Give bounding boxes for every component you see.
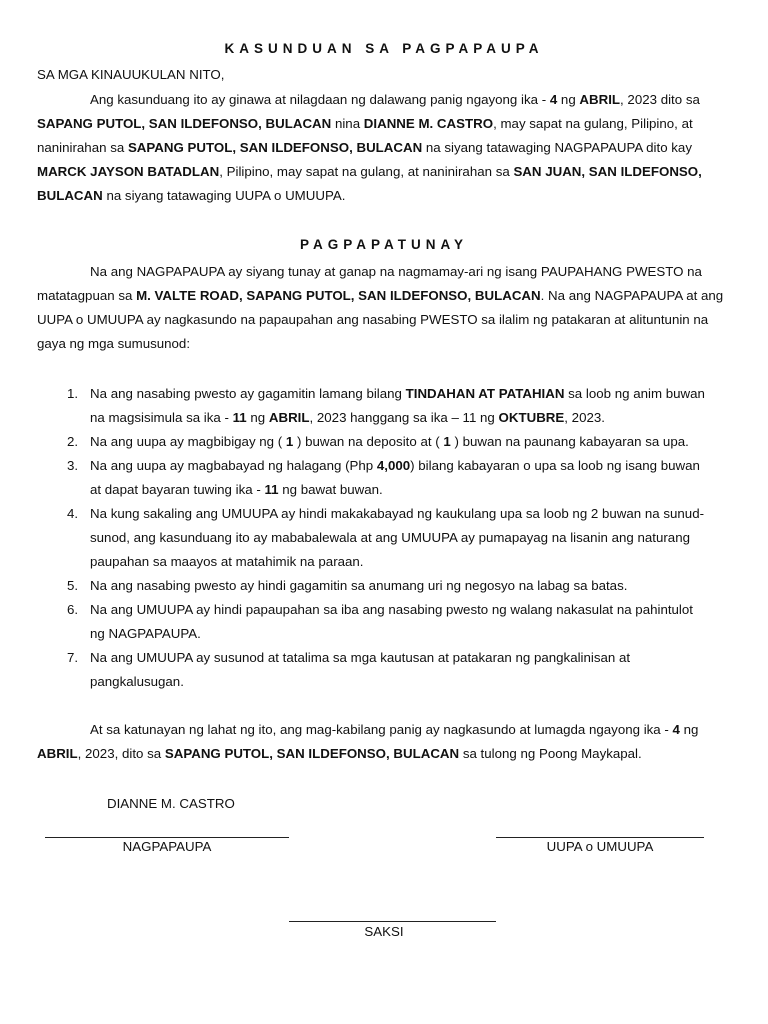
- item-number: 2.: [67, 434, 79, 449]
- witness-signature-line: [289, 921, 496, 922]
- lessor-name: DIANNE M. CASTRO: [107, 796, 235, 811]
- item-text: Na ang nasabing pwesto ay hindi gagamitin sa anumang uri ng negosyo na labag sa batas.: [90, 578, 628, 593]
- item-text: at dapat bayaran tuwing ika - 11 ng bawat buwan.: [90, 482, 383, 497]
- para2-line-2: matatagpuan sa M. VALTE ROAD, SAPANG PUTOL, SAN ILDEFONSO, BULACAN. Na ang NAGPAPAUPA at ang: [37, 288, 724, 303]
- lessor-signature-line: [45, 837, 289, 838]
- item-text: sunod, ang kasunduang ito ay mababalewala at ang UMUUPA ay pumapayag na lisanin ang naturang: [90, 530, 690, 545]
- para2-line-3: UUPA o UMUUPA ay nagkasundo na papaupahan ang nasabing PWESTO sa ilalim ng patakaran at alituntunin na: [37, 312, 709, 327]
- item-text: Na ang UMUUPA ay susunod at tatalima sa mga kautusan at patakaran ng pangkalinisan at: [90, 650, 631, 665]
- intro-line-1: Ang kasunduang ito ay ginawa at nilagdaan ng dalawang panig ngayong ika - 4 ng ABRIL, 2023 dito sa: [90, 92, 700, 107]
- item-text: Na ang UMUUPA ay hindi papaupahan sa iba ang nasabing pwesto ng walang nakasulat na pahintulot: [90, 602, 693, 617]
- section-title: PAGPAPATUNAY: [299, 237, 468, 252]
- item-text: paupahan sa maayos at matahimik na paraan.: [90, 554, 364, 569]
- witness-label: SAKSI: [364, 924, 404, 939]
- lessor-label: NAGPAPAUPA: [122, 839, 212, 854]
- closing-line-1: At sa katunayan ng lahat ng ito, ang mag-kabilang panig ay nagkasundo at lumagda ngayong ika - 4 ng: [90, 722, 699, 737]
- item-text: Na ang uupa ay magbibigay ng ( 1 ) buwan na deposito at ( 1 ) buwan na paunang kabayaran sa upa.: [90, 434, 689, 449]
- item-text: Na ang uupa ay magbabayad ng halagang (Php 4,000) bilang kabayaran o upa sa loob ng isang buwan: [90, 458, 700, 473]
- lessee-label: UUPA o UMUUPA: [546, 839, 654, 854]
- item-number: 4.: [67, 506, 79, 521]
- document-title: KASUNDUAN SA PAGPAPAUPA: [224, 41, 544, 56]
- intro-line-4: MARCK JAYSON BATADLAN, Pilipino, may sapat na gulang, at naninirahan sa SAN JUAN, SAN ILDEFONSO,: [37, 164, 702, 179]
- intro-line-3: naninirahan sa SAPANG PUTOL, SAN ILDEFONSO, BULACAN na siyang tatawaging NAGPAPAUPA dito kay: [37, 140, 692, 155]
- lessee-signature-line: [496, 837, 704, 838]
- item-text: ng NAGPAPAUPA.: [90, 626, 201, 641]
- item-number: 6.: [67, 602, 79, 617]
- item-number: 7.: [67, 650, 79, 665]
- para2-line-4: gaya ng mga sumusunod:: [37, 336, 191, 351]
- item-number: 1.: [67, 386, 79, 401]
- item-text: Na kung sakaling ang UMUUPA ay hindi makakabayad ng kaukulang upa sa loob ng 2 buwan na sunud-: [90, 506, 705, 521]
- item-text: na magsisimula sa ika - 11 ng ABRIL, 2023 hanggang sa ika – 11 ng OKTUBRE, 2023.: [90, 410, 605, 425]
- item-number: 3.: [67, 458, 79, 473]
- intro-line-2: SAPANG PUTOL, SAN ILDEFONSO, BULACAN nina DIANNE M. CASTRO, may sapat na gulang, Pilipino, at: [37, 116, 693, 131]
- closing-line-2: ABRIL, 2023, dito sa SAPANG PUTOL, SAN ILDEFONSO, BULACAN sa tulong ng Poong Maykapal.: [37, 746, 642, 761]
- salutation: SA MGA KINAUUKULAN NITO,: [37, 67, 225, 82]
- para2-line-1: Na ang NAGPAPAUPA ay siyang tunay at ganap na nagmamay-ari ng isang PAUPAHANG PWESTO na: [90, 264, 702, 279]
- intro-line-5: BULACAN na siyang tatawaging UUPA o UMUUPA.: [37, 188, 346, 203]
- item-number: 5.: [67, 578, 79, 593]
- item-text: pangkalusugan.: [90, 674, 184, 689]
- item-text: Na ang nasabing pwesto ay gagamitin lamang bilang TINDAHAN AT PATAHIAN sa loob ng anim buwan: [90, 386, 705, 401]
